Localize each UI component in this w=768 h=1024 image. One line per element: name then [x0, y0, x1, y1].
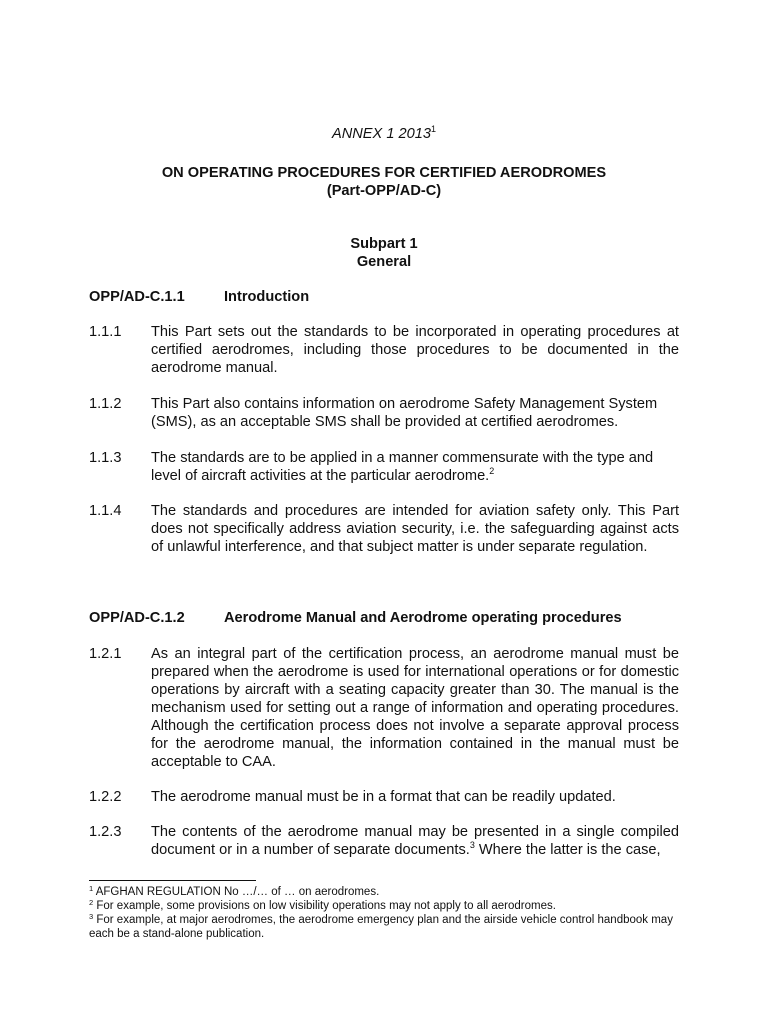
paragraph-number: 1.1.2: [89, 396, 122, 412]
paragraph-text: This Part sets out the standards to be incorporated in operating procedures at certified aerodromes, including those procedures to be documented in the aerodrome manual.: [151, 324, 679, 376]
paragraph-number: 1.1.1: [89, 324, 122, 340]
footnote-ref-3: 3: [469, 840, 475, 850]
paragraph-number: 1.1.4: [89, 503, 122, 519]
paragraph-number: 1.1.3: [89, 450, 122, 466]
footnote-ref-1: 1: [430, 124, 436, 134]
subpart-number: Subpart 1: [350, 236, 418, 252]
paragraph-text: As an integral part of the certification process, an aerodrome manual must be prepared when the aerodrome is used for international operations or for domestic operations by aircraft with a seating capacity greater than 30. The manual is the mechanism used for setting out a range of information and operating procedures. Although the certification process does not involve a separate approval process for the aerodrome manual, the information contained in the manual must be acceptable to CAA.: [151, 646, 679, 770]
paragraph-text: The standards and procedures are intended for aviation safety only. This Part does not specifically address aviation security, i.e. the safeguarding against acts of unlawful interference, and that subject matter is under separate regulation.: [151, 503, 679, 555]
subpart-name: General: [356, 254, 412, 270]
section-code: OPP/AD-C.1.1: [89, 289, 185, 305]
document-title-block: [0, 164, 768, 200]
section-heading-1-1: [89, 288, 309, 306]
section-title: Introduction: [224, 289, 310, 305]
section-title: Aerodrome Manual and Aerodrome operating procedures: [224, 610, 622, 626]
annex-title: ANNEX 1 2013$^1$: [332, 124, 436, 142]
subpart-heading: [0, 235, 768, 271]
footnote-3: $^3$ For example, at major aerodromes, the aerodrome emergency plan and the airside vehicle control handbook may each be a stand-alone publication.: [89, 912, 673, 940]
paragraph-text: The standards are to be applied in a manner commensurate with the type and level of aircraft activities at the particular aerodrome.$^2$: [151, 450, 654, 484]
paragraph-text: The aerodrome manual must be in a format that can be readily updated.: [151, 789, 616, 805]
footnote-separator: [89, 880, 256, 881]
section-heading-1-2: [89, 609, 622, 627]
section-code: OPP/AD-C.1.2: [89, 610, 185, 626]
document-subtitle: (Part-OPP/AD-C): [326, 183, 442, 199]
paragraph-number: 1.2.1: [89, 646, 122, 662]
paragraph-text: The contents of the aerodrome manual may be presented in a single compiled document or in a number of separate documents.$^3$ Where the latter is the case,: [151, 824, 679, 858]
paragraph-number: 1.2.2: [89, 789, 122, 805]
footnote-2: $^2$ For example, some provisions on low visibility operations may not apply to all aerodromes.: [89, 898, 556, 912]
footnotes: [89, 885, 679, 941]
paragraph-number: 1.2.3: [89, 824, 122, 840]
footnote-1: $^1$ AFGHAN REGULATION No …/… of … on aerodromes.: [89, 884, 380, 898]
footnote-ref-2: 2: [489, 466, 495, 476]
document-title: ON OPERATING PROCEDURES FOR CERTIFIED AERODROMES: [161, 165, 607, 181]
paragraph-text: This Part also contains information on aerodrome Safety Management System (SMS), as an acceptable SMS shall be provided at certified aerodromes.: [151, 396, 658, 430]
